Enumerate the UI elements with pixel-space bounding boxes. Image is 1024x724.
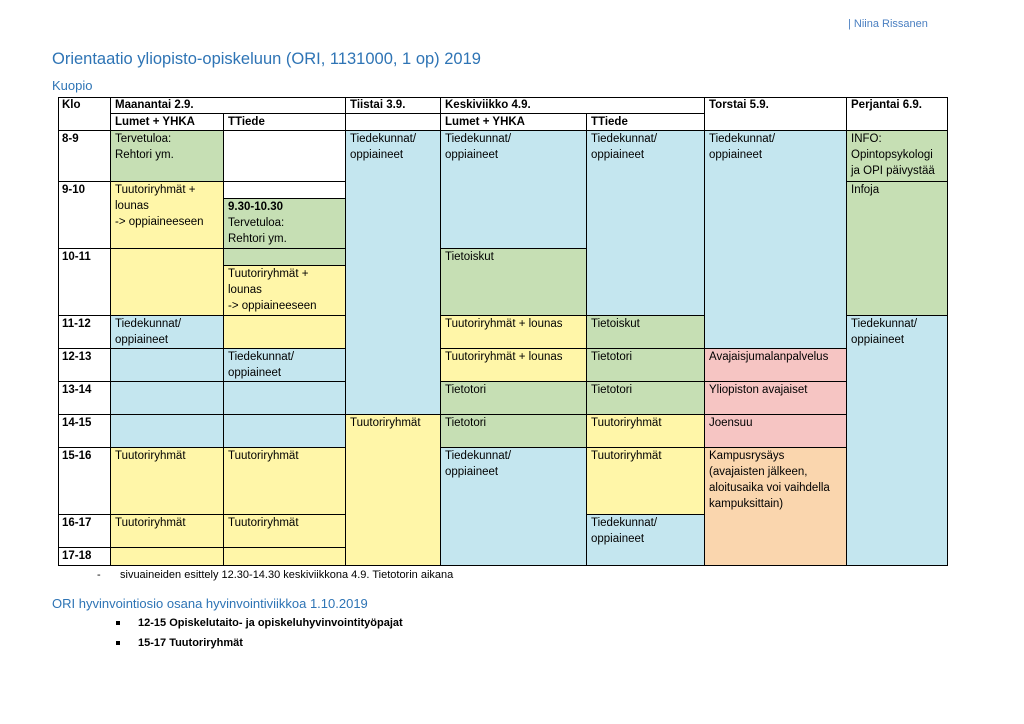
- monday-a-9-line: lounas: [115, 200, 149, 212]
- header-wednesday-b: [587, 114, 705, 131]
- friday-8-line: ja OPI päivystää: [851, 165, 935, 177]
- tuesday-8-14-line: oppiaineet: [350, 149, 404, 161]
- wednesday-a-10-line: Tietoiskut: [445, 251, 494, 263]
- header-tuesday-sub: [346, 114, 441, 131]
- header-klo: [58, 97, 111, 131]
- wednesday-a-14-line: Tietotori: [445, 417, 487, 429]
- header-friday: [847, 97, 948, 131]
- thursday-15-18-line: aloitusaika voi vaihdella: [709, 482, 830, 494]
- monday-a-16: [111, 515, 224, 548]
- wednesday-a-14: [441, 415, 587, 448]
- monday-b-10: [224, 249, 346, 266]
- header-tuesday-line: Tiistai 3.9.: [350, 99, 406, 111]
- monday-b-930-time: 9.30-10.30: [228, 201, 283, 213]
- monday-a-10: [111, 249, 224, 316]
- wednesday-a-15-line: oppiaineet: [445, 466, 499, 478]
- friday-11-18-line: Tiedekunnat/: [851, 318, 918, 330]
- wednesday-a-8: [441, 131, 587, 249]
- monday-a-8-line: Rehtori ym.: [115, 149, 174, 161]
- header-monday-b: [224, 114, 346, 131]
- friday-8-line: INFO:: [851, 133, 882, 145]
- bullet-square: [116, 621, 120, 625]
- wednesday-b-12: [587, 349, 705, 382]
- monday-a-11-line: Tiedekunnat/: [115, 318, 182, 330]
- time-cell: [58, 182, 111, 249]
- wednesday-b-15-line: Tuutoriryhmät: [591, 450, 662, 462]
- tuesday-8-14: [346, 131, 441, 415]
- page-title: Orientaatio yliopisto-opiskeluun (ORI, 1131000, 1 op) 2019: [52, 50, 481, 68]
- wednesday-a-11-line: Tuutoriryhmät + lounas: [445, 318, 563, 330]
- time-cell: [58, 448, 111, 515]
- monday-b-12: [224, 349, 346, 382]
- monday-a-9-line: Tuutoriryhmät +: [115, 184, 196, 196]
- thursday-15-18-line: (avajaisten jälkeen,: [709, 466, 808, 478]
- wednesday-b-14-line: Tuutoriryhmät: [591, 417, 662, 429]
- thursday-15-18-line: kampuksittain): [709, 498, 784, 510]
- thursday-15-18-line: Kampusrysäys: [709, 450, 785, 462]
- monday-b-16: [224, 515, 346, 548]
- wednesday-b-15: [587, 448, 705, 515]
- time-cell-line: 11-12: [62, 318, 91, 330]
- monday-b-9: [224, 182, 346, 199]
- monday-b-1030-line: Tuutoriryhmät +: [228, 268, 309, 280]
- time-cell: [58, 316, 111, 349]
- monday-a-11-line: oppiaineet: [115, 334, 169, 346]
- header-wednesday-a: [441, 114, 587, 131]
- author-name: | Niina Rissanen: [848, 18, 928, 30]
- time-cell-line: 10-11: [62, 251, 91, 263]
- wednesday-b-16: [587, 515, 705, 566]
- header-wednesday-line: Keskiviikko 4.9.: [445, 99, 531, 111]
- monday-b-12-line: Tiedekunnat/: [228, 351, 295, 363]
- header-wednesday-b-line: TTiede: [591, 116, 628, 128]
- time-cell: [58, 382, 111, 415]
- monday-b-17: [224, 548, 346, 566]
- time-cell-line: 9-10: [62, 184, 86, 196]
- thursday-12-line: Avajaisjumalanpalvelus: [709, 351, 829, 363]
- monday-a-9: [111, 182, 224, 249]
- header-monday-b-line: TTiede: [228, 116, 265, 128]
- wednesday-a-8-line: Tiedekunnat/: [445, 133, 512, 145]
- wednesday-b-11: [587, 316, 705, 349]
- monday-a-16-line: Tuutoriryhmät: [115, 517, 186, 529]
- thursday-8-12-line: Tiedekunnat/: [709, 133, 776, 145]
- wednesday-b-13-line: Tietotori: [591, 384, 633, 396]
- footnote-text: sivuaineiden esittely 12.30-14.30 keskiviikkona 4.9. Tietotorin aikana: [120, 569, 454, 581]
- monday-b-1030: [224, 266, 346, 316]
- monday-b-930-line: Tervetuloa:: [228, 217, 285, 229]
- time-cell-line: 15-16: [62, 450, 92, 462]
- wednesday-a-12: [441, 349, 587, 382]
- monday-a-8: [111, 131, 224, 182]
- time-cell-line: 16-17: [62, 517, 92, 529]
- thursday-14: [705, 415, 847, 448]
- wednesday-b-12-line: Tietotori: [591, 351, 633, 363]
- wednesday-b-13: [587, 382, 705, 415]
- monday-b-15: [224, 448, 346, 515]
- monday-a-14: [111, 415, 224, 448]
- header-klo-line: Klo: [62, 99, 81, 111]
- wednesday-b-16-line: Tiedekunnat/: [591, 517, 658, 529]
- monday-b-1030-line: lounas: [228, 284, 262, 296]
- header-monday-a: [111, 114, 224, 131]
- time-cell: [58, 415, 111, 448]
- wednesday-b-8-line: Tiedekunnat/: [591, 133, 658, 145]
- monday-a-13: [111, 382, 224, 415]
- wednesday-b-8: [587, 131, 705, 316]
- header-thursday: [705, 97, 847, 131]
- bullet-text: 12-15 Opiskelutaito- ja opiskeluhyvinvointityöpajat: [138, 617, 403, 629]
- tuesday-8-14-line: Tiedekunnat/: [350, 133, 417, 145]
- thursday-8-12-line: oppiaineet: [709, 149, 763, 161]
- thursday-13-line: Yliopiston avajaiset: [709, 384, 808, 396]
- monday-b-15-line: Tuutoriryhmät: [228, 450, 299, 462]
- monday-b-12-line: oppiaineet: [228, 367, 282, 379]
- monday-a-9-line: -> oppiaineeseen: [115, 216, 204, 228]
- time-cell: [58, 515, 111, 548]
- header-monday-a-line: Lumet + YHKA: [115, 116, 195, 128]
- bullet-square: [116, 641, 120, 645]
- wednesday-a-15-line: Tiedekunnat/: [445, 450, 512, 462]
- friday-9-line: Infoja: [851, 184, 880, 196]
- thursday-8-12: [705, 131, 847, 349]
- wednesday-b-11-line: Tietoiskut: [591, 318, 640, 330]
- monday-a-12: [111, 349, 224, 382]
- thursday-14-line: Joensuu: [709, 417, 753, 429]
- wednesday-b-8-line: oppiaineet: [591, 149, 645, 161]
- friday-8: [847, 131, 948, 182]
- wednesday-a-12-line: Tuutoriryhmät + lounas: [445, 351, 563, 363]
- monday-b-11: [224, 316, 346, 349]
- monday-b-930-line: Rehtori ym.: [228, 233, 287, 245]
- monday-a-8-line: Tervetuloa:: [115, 133, 172, 145]
- friday-9: [847, 182, 948, 316]
- time-cell: [58, 349, 111, 382]
- wednesday-a-13-line: Tietotori: [445, 384, 487, 396]
- friday-11-18-line: oppiaineet: [851, 334, 905, 346]
- wednesday-a-11: [441, 316, 587, 349]
- monday-b-930: [224, 199, 346, 249]
- wednesday-b-16-line: oppiaineet: [591, 533, 645, 545]
- header-wednesday-a-line: Lumet + YHKA: [445, 116, 525, 128]
- time-cell-line: 12-13: [62, 351, 92, 363]
- monday-a-17: [111, 548, 224, 566]
- time-cell: [58, 548, 111, 566]
- header-friday-line: Perjantai 6.9.: [851, 99, 922, 111]
- monday-b-1030-line: -> oppiaineeseen: [228, 300, 317, 312]
- monday-b-16-line: Tuutoriryhmät: [228, 517, 299, 529]
- thursday-12: [705, 349, 847, 382]
- section2-title: ORI hyvinvointiosio osana hyvinvointiviikkoa 1.10.2019: [52, 596, 368, 611]
- friday-8-line: Opintopsykologi: [851, 149, 933, 161]
- bullet-text: 15-17 Tuutoriryhmät: [138, 637, 243, 649]
- wednesday-a-13: [441, 382, 587, 415]
- thursday-13: [705, 382, 847, 415]
- tuesday-14-18: [346, 415, 441, 566]
- header-wednesday: [441, 97, 705, 114]
- monday-b-13: [224, 382, 346, 415]
- monday-a-15: [111, 448, 224, 515]
- monday-b-8: [224, 131, 346, 182]
- time-cell-line: 8-9: [62, 133, 79, 145]
- time-cell: [58, 249, 111, 316]
- time-cell: [58, 131, 111, 182]
- header-monday-line: Maanantai 2.9.: [115, 99, 194, 111]
- wednesday-a-8-line: oppiaineet: [445, 149, 499, 161]
- monday-b-14: [224, 415, 346, 448]
- monday-a-15-line: Tuutoriryhmät: [115, 450, 186, 462]
- location-subtitle: Kuopio: [52, 78, 93, 93]
- thursday-15-18: [705, 448, 847, 566]
- wednesday-b-14: [587, 415, 705, 448]
- wednesday-a-10: [441, 249, 587, 316]
- header-tuesday: [346, 97, 441, 114]
- tuesday-14-18-line: Tuutoriryhmät: [350, 417, 421, 429]
- monday-a-11: [111, 316, 224, 349]
- friday-11-18: [847, 316, 948, 566]
- header-thursday-line: Torstai 5.9.: [709, 99, 769, 111]
- time-cell-line: 13-14: [62, 384, 92, 396]
- footnote-dash: -: [97, 569, 101, 581]
- wednesday-a-15: [441, 448, 587, 566]
- time-cell-line: 17-18: [62, 550, 92, 562]
- header-monday: [111, 97, 346, 114]
- time-cell-line: 14-15: [62, 417, 92, 429]
